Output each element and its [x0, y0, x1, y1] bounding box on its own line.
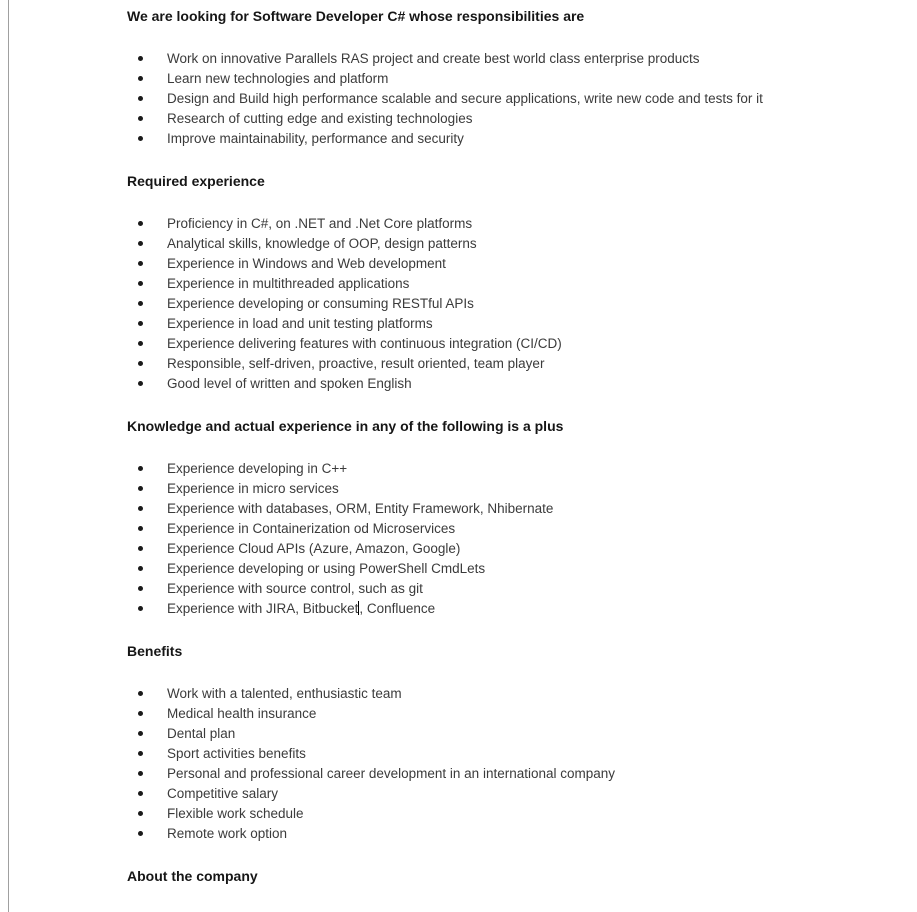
bullet-icon — [138, 711, 143, 716]
bullet-icon — [138, 526, 143, 531]
page-left-border — [8, 0, 9, 912]
bullet-icon — [138, 811, 143, 816]
list-item[interactable] — [127, 214, 887, 234]
list-item-text: Experience with databases, ORM, Entity Framework, Nhibernate — [167, 501, 554, 516]
section-about-company — [127, 866, 887, 886]
section-knowledge-plus — [127, 416, 887, 619]
list-item-text: Work on innovative Parallels RAS project and create best world class enterprise products — [167, 51, 700, 66]
list-item-text: Experience in Windows and Web development — [167, 256, 446, 271]
list-item-text: Work with a talented, enthusiastic team — [167, 686, 402, 701]
cursor-text-after: , Confluence — [359, 601, 436, 616]
bullet-icon — [138, 791, 143, 796]
bullet-icon — [138, 281, 143, 286]
list-item[interactable] — [127, 69, 887, 89]
bullet-icon — [138, 586, 143, 591]
list-item[interactable] — [127, 764, 887, 784]
list-item-text — [167, 601, 435, 616]
list-item-text: Proficiency in C#, on .NET and .Net Core platforms — [167, 216, 473, 231]
list-item-text: Experience in multithreaded applications — [167, 276, 410, 291]
list-item[interactable] — [127, 274, 887, 294]
bullet-icon — [138, 771, 143, 776]
list-item-text: Experience developing or using PowerShell CmdLets — [167, 561, 486, 576]
list-item[interactable] — [127, 234, 887, 254]
bullet-icon — [138, 116, 143, 121]
bullet-icon — [138, 76, 143, 81]
bullet-icon — [138, 606, 143, 611]
list-item-text: Learn new technologies and platform — [167, 71, 389, 86]
list-item-text: Research of cutting edge and existing technologies — [167, 111, 473, 126]
list-item-text: Dental plan — [167, 726, 236, 741]
list-item-text: Flexible work schedule — [167, 806, 304, 821]
bullet-icon — [138, 566, 143, 571]
list-item[interactable] — [127, 579, 887, 599]
list-item[interactable] — [127, 314, 887, 334]
bullet-icon — [138, 241, 143, 246]
list-item[interactable] — [127, 479, 887, 499]
list-item-text: Experience delivering features with continuous integration (CI/CD) — [167, 336, 562, 351]
list-item[interactable] — [127, 499, 887, 519]
list-item[interactable] — [127, 334, 887, 354]
bullet-list — [127, 214, 887, 394]
list-item-text: Competitive salary — [167, 786, 279, 801]
bullet-list — [127, 684, 887, 844]
list-item-text: Improve maintainability, performance and security — [167, 131, 464, 146]
bullet-icon — [138, 361, 143, 366]
section-benefits — [127, 641, 887, 844]
bullet-icon — [138, 321, 143, 326]
list-item[interactable] — [127, 539, 887, 559]
bullet-icon — [138, 751, 143, 756]
list-item[interactable] — [127, 784, 887, 804]
bullet-icon — [138, 831, 143, 836]
list-item-text: Sport activities benefits — [167, 746, 306, 761]
bullet-icon — [138, 136, 143, 141]
section-heading[interactable]: Knowledge and actual experience in any of the following is a plus — [127, 418, 564, 434]
section-heading[interactable]: We are looking for Software Developer C# whose responsibilities are — [127, 8, 585, 24]
list-item-text: Experience in micro services — [167, 481, 339, 496]
list-item[interactable] — [127, 89, 887, 109]
list-item[interactable] — [127, 559, 887, 579]
list-item-text: Experience developing or consuming RESTful APIs — [167, 296, 474, 311]
list-item[interactable] — [127, 459, 887, 479]
list-item[interactable] — [127, 704, 887, 724]
bullet-icon — [138, 486, 143, 491]
list-item-text: Experience in load and unit testing platforms — [167, 316, 433, 331]
list-item[interactable] — [127, 519, 887, 539]
bullet-list — [127, 459, 887, 619]
list-item[interactable] — [127, 599, 887, 619]
list-item[interactable] — [127, 109, 887, 129]
bullet-icon — [138, 506, 143, 511]
bullet-icon — [138, 341, 143, 346]
section-intro — [127, 6, 887, 149]
bullet-icon — [138, 546, 143, 551]
list-item-text: Good level of written and spoken English — [167, 376, 412, 391]
list-item-text: Experience Cloud APIs (Azure, Amazon, Google) — [167, 541, 461, 556]
list-item[interactable] — [127, 49, 887, 69]
bullet-icon — [138, 466, 143, 471]
list-item[interactable] — [127, 294, 887, 314]
section-heading[interactable]: About the company — [127, 868, 258, 884]
list-item[interactable] — [127, 724, 887, 744]
list-item[interactable] — [127, 744, 887, 764]
bullet-icon — [138, 301, 143, 306]
bullet-icon — [138, 261, 143, 266]
list-item-text: Experience with source control, such as git — [167, 581, 423, 596]
list-item-text: Analytical skills, knowledge of OOP, design patterns — [167, 236, 477, 251]
list-item-text: Experience in Containerization od Microservices — [167, 521, 456, 536]
bullet-icon — [138, 731, 143, 736]
document-content[interactable] — [127, 6, 887, 886]
list-item[interactable] — [127, 804, 887, 824]
list-item[interactable] — [127, 254, 887, 274]
list-item-text: Remote work option — [167, 826, 288, 841]
list-item[interactable] — [127, 354, 887, 374]
list-item[interactable] — [127, 374, 887, 394]
bullet-list — [127, 49, 887, 149]
bullet-icon — [138, 56, 143, 61]
list-item-text: Personal and professional career development in an international company — [167, 766, 616, 781]
list-item-text: Medical health insurance — [167, 706, 317, 721]
bullet-icon — [138, 381, 143, 386]
bullet-icon — [138, 221, 143, 226]
list-item[interactable] — [127, 824, 887, 844]
section-required-experience — [127, 171, 887, 394]
section-heading[interactable]: Required experience — [127, 173, 265, 189]
list-item-text: Experience developing in C++ — [167, 461, 348, 476]
cursor-text-before: Experience with JIRA, Bitbucket — [167, 601, 359, 616]
bullet-icon — [138, 691, 143, 696]
list-item-text: Responsible, self-driven, proactive, result oriented, team player — [167, 356, 545, 371]
list-item[interactable] — [127, 129, 887, 149]
list-item[interactable] — [127, 684, 887, 704]
bullet-icon — [138, 96, 143, 101]
list-item-text: Design and Build high performance scalable and secure applications, write new code and tests for it — [167, 91, 763, 106]
section-heading[interactable]: Benefits — [127, 643, 183, 659]
